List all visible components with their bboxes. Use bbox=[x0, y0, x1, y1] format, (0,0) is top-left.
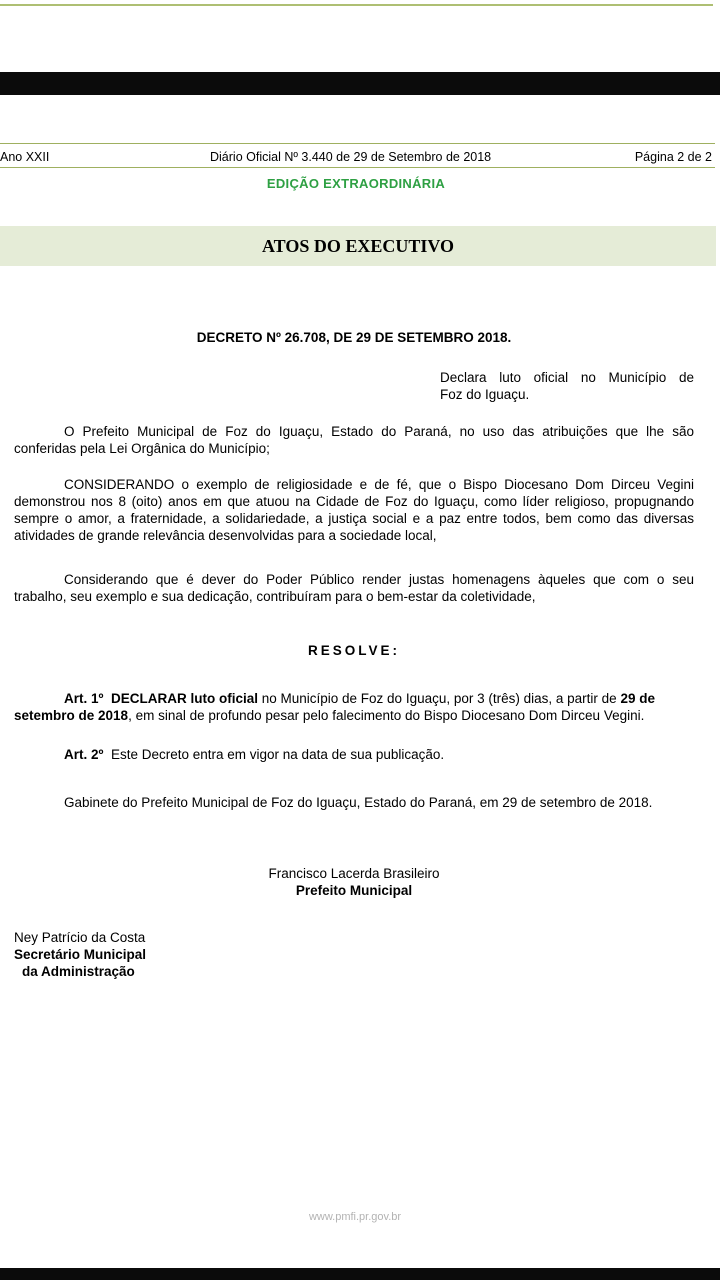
bottom-black-bar bbox=[0, 1268, 720, 1280]
secretary-title-line2: da Administração bbox=[22, 964, 135, 979]
considering1-line4: atividades de grande relevância desenvolvidas para a sociedade local, bbox=[14, 528, 437, 543]
considering1-line2: demonstrou nos 8 (oito) anos em que atuou na Cidade de Foz do Iguaçu, como líder religioso, propugnando bbox=[14, 494, 694, 509]
resolve-heading: RESOLVE: bbox=[307, 643, 400, 658]
mayor-title: Prefeito Municipal bbox=[295, 883, 413, 898]
intro-line1: O Prefeito Municipal de Foz do Iguaçu, Estado do Paraná, no uso das atribuições que lhe são bbox=[64, 424, 694, 439]
considering1-line3: sempre o amor, a fraternidade, a solidariedade, a justiça social e a paz entre todos, bem como das diversas bbox=[14, 511, 694, 526]
considering2-line2: trabalho, seu exemplo e sua dedicação, contribuíram para o bem-estar da coletividade, bbox=[14, 589, 536, 604]
journal-issue: Diário Oficial Nº 3.440 de 29 de Setembro de 2018 bbox=[210, 150, 492, 164]
considering1-line1: CONSIDERANDO o exemplo de religiosidade e de fé, que o Bispo Diocesano Dom Dirceu Vegini bbox=[64, 477, 694, 492]
header-bottom-rule bbox=[0, 167, 715, 168]
mayor-name: Francisco Lacerda Brasileiro bbox=[268, 866, 440, 881]
edition-label: EDIÇÃO EXTRAORDINÁRIA bbox=[266, 176, 446, 191]
section-title: ATOS DO EXECUTIVO bbox=[0, 226, 716, 266]
closing-line: Gabinete do Prefeito Municipal de Foz do Iguaçu, Estado do Paraná, em 29 de setembro de 2018. bbox=[64, 795, 653, 810]
decree-summary-line1: Declara luto oficial no Município de bbox=[440, 370, 694, 385]
decree-summary-line2: Foz do Iguaçu. bbox=[440, 387, 530, 402]
journal-year: Ano XXII bbox=[0, 150, 50, 164]
article-1-line2: setembro de 2018, em sinal de profundo pesar pelo falecimento do Bispo Diocesano Dom Dirceu Vegini. bbox=[14, 708, 645, 723]
decree-title: DECRETO Nº 26.708, DE 29 DE SETEMBRO 2018. bbox=[196, 330, 512, 345]
journal-header bbox=[0, 148, 712, 166]
top-rule bbox=[0, 4, 713, 6]
header-top-rule bbox=[0, 143, 715, 144]
top-black-bar bbox=[0, 72, 720, 95]
article-1-line1: Art. 1º DECLARAR luto oficial no Município de Foz do Iguaçu, por 3 (três) dias, a partir de 29 de bbox=[64, 691, 655, 706]
secretary-title-line1: Secretário Municipal bbox=[14, 947, 147, 962]
intro-line2: conferidas pela Lei Orgânica do Município; bbox=[14, 441, 270, 456]
page-number: Página 2 de 2 bbox=[634, 150, 712, 164]
article-2: Art. 2º Este Decreto entra em vigor na data de sua publicação. bbox=[64, 747, 445, 762]
considering2-line1: Considerando que é dever do Poder Público render justas homenagens àqueles que com o seu bbox=[64, 572, 694, 587]
secretary-name: Ney Patrício da Costa bbox=[14, 930, 146, 945]
footer-url: www.pmfi.pr.gov.br bbox=[308, 1211, 402, 1223]
